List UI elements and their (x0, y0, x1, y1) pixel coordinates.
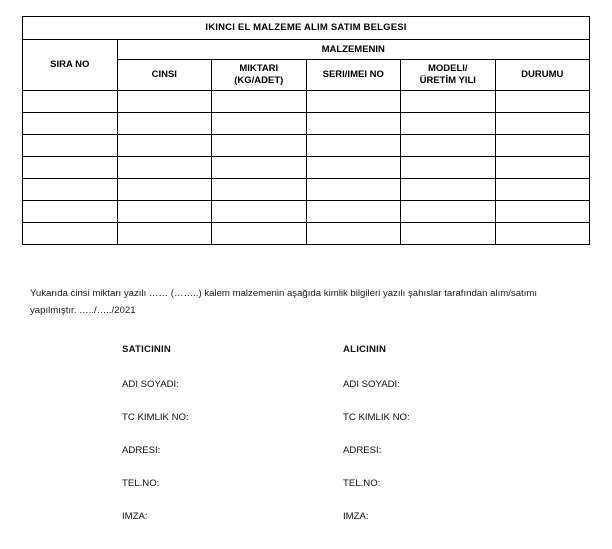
buyer-title: ALICININ (343, 344, 387, 355)
column-header-seri-imei-no (306, 60, 401, 91)
table-cell[interactable] (495, 223, 590, 245)
column-header-modeli-uretim-yili (401, 60, 496, 91)
table-cell[interactable] (212, 157, 307, 179)
table-cell[interactable] (401, 91, 496, 113)
table-row[interactable] (23, 157, 590, 179)
table-row[interactable] (23, 113, 590, 135)
table-cell[interactable] (306, 201, 401, 223)
buyer-block (343, 344, 410, 522)
column-header-miktari (212, 60, 307, 91)
table-cell[interactable] (495, 201, 590, 223)
table-cell[interactable] (401, 113, 496, 135)
seller-field-phone: TEL.NO: (122, 478, 160, 489)
table-row[interactable] (23, 135, 590, 157)
table-cell[interactable] (401, 179, 496, 201)
buyer-field-address: ADRESI: (343, 445, 382, 456)
table-cell[interactable] (23, 113, 118, 135)
table-cell[interactable] (117, 179, 212, 201)
table-cell[interactable] (117, 91, 212, 113)
materials-table (22, 16, 590, 245)
buyer-field-phone: TEL.NO: (343, 478, 381, 489)
table-cell[interactable] (212, 179, 307, 201)
table-group-row (23, 40, 590, 60)
column-header-durumu-line1: DURUMU (521, 69, 564, 81)
table-cell[interactable] (401, 223, 496, 245)
buyer-field-signature: IMZA: (343, 511, 369, 522)
table-cell[interactable] (306, 91, 401, 113)
buyer-field-name: ADI SOYADI: (343, 379, 400, 390)
statement-paragraph: Yukarıda cinsi miktarı yazılı …… (……..) kalem malzemenin aşağıda kimlik bilgileri yazılı şahıslar tarafından alım/satımı yapılmıştır. …../…../2021 (30, 288, 538, 316)
column-header-cinsi (117, 60, 212, 91)
column-header-modeli-line1: MODELI/ (427, 63, 468, 75)
table-title-row (23, 17, 590, 40)
table-body (23, 91, 590, 245)
table-cell[interactable] (401, 157, 496, 179)
table-cell[interactable] (23, 157, 118, 179)
seller-block (122, 344, 189, 522)
table-cell[interactable] (495, 135, 590, 157)
seller-field-address: ADRESI: (122, 445, 161, 456)
table-cell[interactable] (306, 135, 401, 157)
table-cell[interactable] (212, 113, 307, 135)
table-cell[interactable] (117, 223, 212, 245)
seller-field-signature: IMZA: (122, 511, 148, 522)
column-header-miktari-line1: MIKTARI (239, 63, 279, 75)
buyer-field-tc-id: TC KIMLIK NO: (343, 412, 410, 423)
table-cell[interactable] (23, 135, 118, 157)
table-cell[interactable] (212, 135, 307, 157)
table-cell[interactable] (212, 91, 307, 113)
table-cell[interactable] (23, 91, 118, 113)
table-row[interactable] (23, 179, 590, 201)
column-group-header-malzemenin: MALZEMENIN (117, 40, 590, 60)
table-cell[interactable] (495, 113, 590, 135)
table-cell[interactable] (117, 201, 212, 223)
table-row[interactable] (23, 201, 590, 223)
table-cell[interactable] (23, 223, 118, 245)
seller-title: SATICININ (122, 344, 172, 355)
table-cell[interactable] (306, 157, 401, 179)
table-cell[interactable] (23, 179, 118, 201)
seller-field-tc-id: TC KIMLIK NO: (122, 412, 189, 423)
table-cell[interactable] (401, 201, 496, 223)
table-cell[interactable] (306, 113, 401, 135)
table-title: IKINCI EL MALZEME ALIM SATIM BELGESI (23, 17, 590, 40)
table-cell[interactable] (212, 223, 307, 245)
table-row[interactable] (23, 91, 590, 113)
table-cell[interactable] (117, 135, 212, 157)
table-cell[interactable] (495, 179, 590, 201)
table-cell[interactable] (117, 157, 212, 179)
column-header-miktari-line2: (KG/ADET) (234, 75, 284, 86)
table-cell[interactable] (212, 201, 307, 223)
column-header-durumu (495, 60, 590, 91)
column-header-seri-line1: SERI/IMEI NO (322, 69, 384, 81)
table-cell[interactable] (306, 179, 401, 201)
table-cell[interactable] (23, 201, 118, 223)
column-header-cinsi-line1: CINSI (151, 69, 177, 81)
table-cell[interactable] (495, 157, 590, 179)
table-cell[interactable] (401, 135, 496, 157)
column-header-sira-no: SIRA NO (23, 40, 118, 91)
table-cell[interactable] (306, 223, 401, 245)
table-cell[interactable] (495, 91, 590, 113)
table-cell[interactable] (117, 113, 212, 135)
column-header-modeli-line2: ÜRETİM YILI (419, 75, 476, 86)
table-row[interactable] (23, 223, 590, 245)
seller-field-name: ADI SOYADI: (122, 379, 179, 390)
